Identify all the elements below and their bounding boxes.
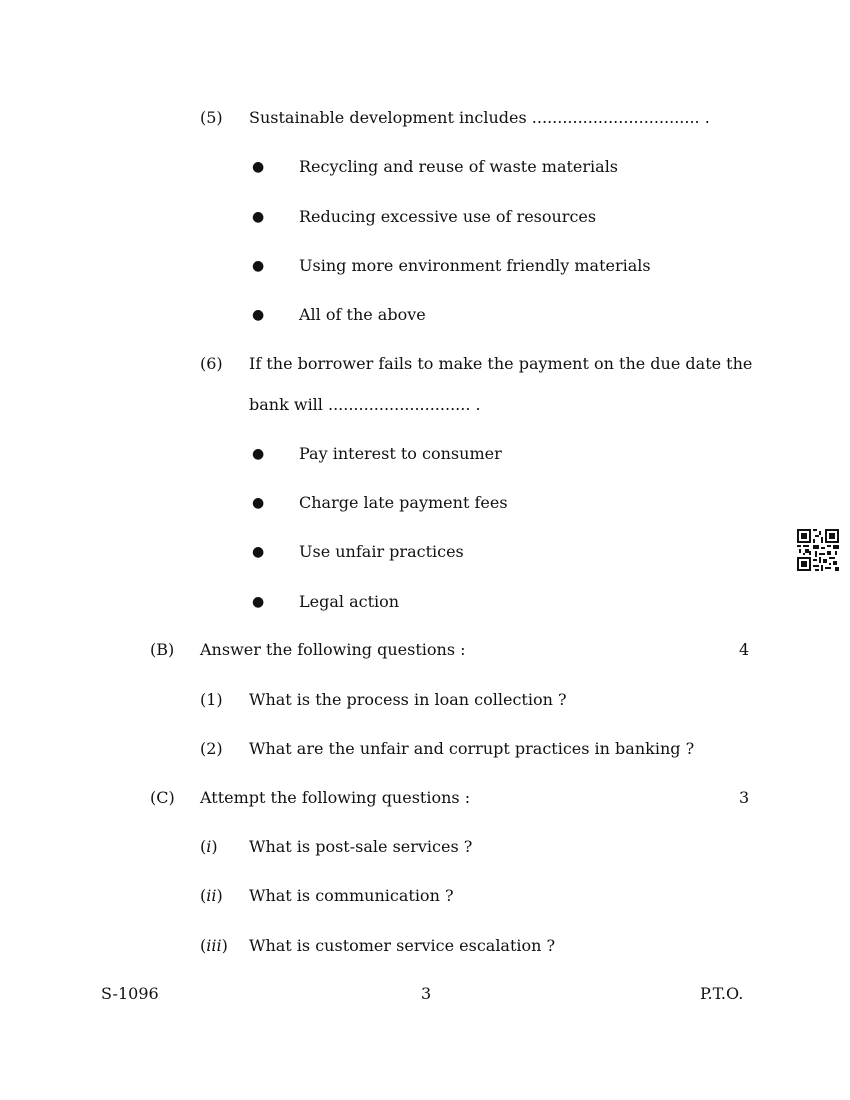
qr-code-icon [797,529,839,571]
bullet-icon: ● [252,544,265,560]
section-instruction: Attempt the following questions : [200,788,471,807]
question-text: What is post-sale services ? [249,837,473,856]
paper-code: S-1096 [101,984,159,1003]
bullet-icon: ● [252,258,265,274]
section-label: (B) [150,640,175,659]
question-text: What are the unfair and corrupt practices in banking ? [249,739,695,758]
question-text: What is customer service escalation ? [249,936,556,955]
option-text: Using more environment friendly materials [299,256,651,275]
bullet-icon: ● [252,495,265,511]
bullet-icon: ● [252,159,265,175]
question-number: (1) [200,690,223,709]
option-text: Use unfair practices [299,542,464,561]
question-number: (iii) [200,936,228,955]
section-instruction: Answer the following questions : [200,640,466,659]
page-number: 3 [421,984,432,1003]
bullet-icon: ● [252,446,265,462]
question-number: (i) [200,837,218,856]
question-number: (6) [200,354,223,373]
option-text: Legal action [299,592,400,611]
marks: 3 [739,788,750,807]
marks: 4 [739,640,750,659]
section-label: (C) [150,788,175,807]
option-text: Reducing excessive use of resources [299,207,597,226]
question-text: If the borrower fails to make the payment on the due date the [249,354,753,373]
question-text: What is the process in loan collection ? [249,690,567,709]
question-text: bank will ............................ . [249,395,481,414]
bullet-icon: ● [252,594,265,610]
option-text: Pay interest to consumer [299,444,502,463]
question-text: Sustainable development includes ................................. . [249,108,710,127]
option-text: Charge late payment fees [299,493,508,512]
bullet-icon: ● [252,209,265,225]
option-text: Recycling and reuse of waste materials [299,157,619,176]
question-number: (5) [200,108,223,127]
pto-label: P.T.O. [700,984,744,1003]
question-number: (2) [200,739,223,758]
question-text: What is communication ? [249,886,454,905]
question-number: (ii) [200,886,223,905]
bullet-icon: ● [252,307,265,323]
option-text: All of the above [299,305,426,324]
